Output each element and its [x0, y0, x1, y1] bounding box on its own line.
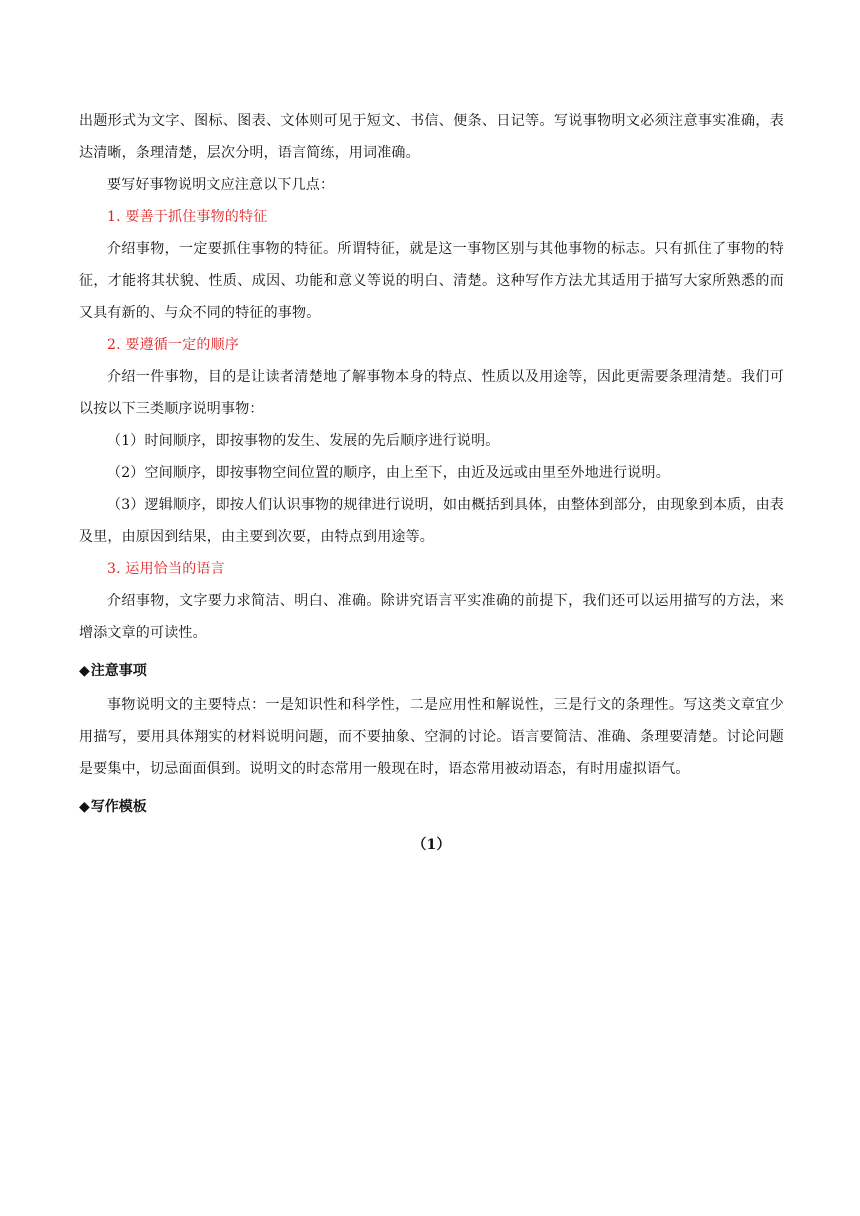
order-time: （1）时间顺序，即按事物的发生、发展的先后顺序进行说明。: [107, 433, 500, 449]
order-logic: （3）逻辑顺序，即按人们认识事物的规律进行说明，如由概括到具体，由整体到部分，由现象到本质，由表及里，由原因到结果，由主要到次要，由特点到用途等。: [79, 497, 784, 545]
point-2-body: 介绍一件事物，目的是让读者清楚地了解事物本身的特点、性质以及用途等，因此更需要条理清楚。我们可以按以下三类顺序说明事物：: [79, 369, 784, 417]
template-heading: [79, 789, 784, 825]
point-2-title: 2. 要遵循一定的顺序: [107, 337, 240, 353]
intro-paragraph: 出题形式为文字、图标、图表、文体则可见于短文、书信、便条、日记等。写说事物明文必须注意事实准确，表达清晰，条理清楚，层次分明，语言简练，用词准确。: [79, 113, 784, 161]
diamond-bullet-icon: ◆: [79, 799, 90, 815]
notes-heading: [79, 653, 784, 689]
intro-lead-in: 要写好事物说明文应注意以下几点：: [107, 177, 335, 193]
point-3-body: 介绍事物，文字要力求简洁、明白、准确。除讲究语言平实准确的前提下，我们还可以运用描写的方法，来增添文章的可读性。: [79, 593, 784, 641]
notes-heading-text: 注意事项: [90, 663, 147, 679]
notes-body: 事物说明文的主要特点：一是知识性和科学性，二是应用性和解说性，三是行文的条理性。写这类文章宜少用描写，要用具体翔实的材料说明问题，而不要抽象、空洞的讨论。语言要简洁、准确、条理要清楚。讨论问题是要集中，切忌面面俱到。说明文的时态常用一般现在时，语态常用被动语态，有时用虚拟语气。: [79, 697, 784, 777]
document-body: [79, 105, 784, 861]
order-space: （2）空间顺序，即按事物空间位置的顺序，由上至下，由近及远或由里至外地进行说明。: [107, 465, 670, 481]
point-1-body: 介绍事物，一定要抓住事物的特征。所谓特征，就是这一事物区别与其他事物的标志。只有抓住了事物的特征，才能将其状貌、性质、成因、功能和意义等说的明白、清楚。这种写作方法尤其适用于描写大家所熟悉的而又具有新的、与众不同的特征的事物。: [79, 241, 784, 321]
template-number: （1）: [412, 837, 451, 853]
template-heading-text: 写作模板: [90, 799, 147, 815]
diamond-bullet-icon: ◆: [79, 663, 90, 679]
point-3-title: 3. 运用恰当的语言: [107, 561, 225, 577]
point-1-title: 1. 要善于抓住事物的特征: [107, 209, 268, 225]
